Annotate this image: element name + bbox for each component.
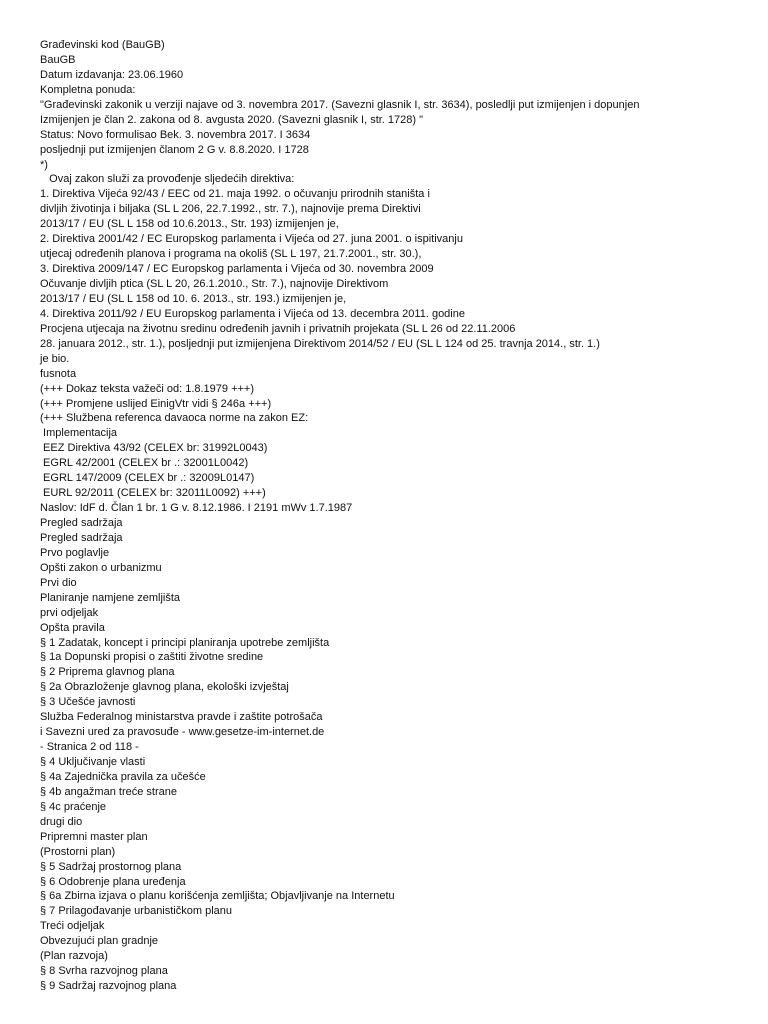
text-line: § 2a Obrazloženje glavnog plana, ekološki izvještaj xyxy=(40,681,289,694)
text-line: EGRL 42/2001 (CELEX br .: 32001L0042) xyxy=(40,457,249,470)
text-line: 2013/17 / EU (SL L 158 od 10.6.2013., Str. 193) izmijenjen je, xyxy=(40,218,339,231)
text-line: Pregled sadržaja xyxy=(40,517,123,529)
text-line: divljih životinja i biljaka (SL L 206, 22.7.1992., str. 7.), najnovije prema Direktivi xyxy=(40,203,421,216)
text-line: 2013/17 / EU (SL L 158 od 10. 6. 2013., str. 193.) izmijenjen je, xyxy=(40,292,347,305)
text-line: § 5 Sadržaj prostornog plana xyxy=(40,860,182,873)
text-line: Datum izdavanja: 23.06.1960 xyxy=(40,68,184,81)
text-line: Planiranje namjene zemljišta xyxy=(40,591,181,604)
text-line: 3. Direktiva 2009/147 / EC Europskog parlamenta i Vijeća od 30. novembra 2009 xyxy=(40,263,434,276)
text-line: posljednji put izmijenjen članom 2 G v. 8.8.2020. I 1728 xyxy=(40,143,309,156)
text-line: - Stranica 2 od 118 - xyxy=(40,741,139,754)
text-line: je bio. xyxy=(40,352,70,365)
text-line: EURL 92/2011 (CELEX br: 32011L0092) +++) xyxy=(40,487,266,500)
text-line: 1. Direktiva Vijeća 92/43 / EEC od 21. maja 1992. o očuvanju prirodnih staništa i xyxy=(40,188,430,201)
text-line: EGRL 147/2009 (CELEX br .: 32009L0147) xyxy=(40,472,255,485)
text-line: (Prostorni plan) xyxy=(40,845,116,858)
text-line: § 8 Svrha razvojnog plana xyxy=(40,965,168,978)
text-line: (+++ Promjene uslijed EinigVtr vidi § 246a +++) xyxy=(40,397,272,410)
text-line: Procjena utjecaja na životnu sredinu određenih javnih i privatnih projekata (SL L 26 od 22.11.2006 xyxy=(40,322,516,335)
text-line: Implementacija xyxy=(40,427,118,440)
text-line: Status: Novo formulisao Bek. 3. novembra 2017. I 3634 xyxy=(40,128,311,141)
text-line: Treći odjeljak xyxy=(40,920,105,933)
text-line: Izmijenjen je član 2. zakona od 8. avgusta 2020. (Savezni glasnik I, str. 1728) " xyxy=(40,113,424,126)
text-line: Očuvanje divljih ptica (SL L 20, 26.1.2010., Str. 7.), najnovije Direktivom xyxy=(40,278,389,290)
text-line: (+++ Dokaz teksta važeči od: 1.8.1979 +++) xyxy=(40,382,255,395)
text-line: Služba Federalnog ministarstva pravde i zaštite potrošača xyxy=(40,711,323,724)
text-line: 2. Direktiva 2001/42 / EC Europskog parlamenta i Vijeća od 27. juna 2001. o ispitivanju xyxy=(40,233,463,246)
text-line: § 4a Zajednička pravila za učešće xyxy=(40,770,206,783)
text-line: § 9 Sadržaj razvojnog plana xyxy=(40,980,177,993)
text-line: Pregled sadržaja xyxy=(40,531,123,544)
text-line: (+++ Službena referenca davaoca norme na zakon EZ: xyxy=(40,412,309,425)
text-line: Opšti zakon o urbanizmu xyxy=(40,561,162,574)
text-line: § 4 Uključivanje vlasti xyxy=(40,756,146,768)
text-line: § 6a Zbirna izjava o planu korišćenja zemljišta; Objavljivanje na Internetu xyxy=(40,890,395,903)
text-line: "Građevinski zakonik u verziji najave od 3. novembra 2017. (Savezni glasnik I, str. 3634), posledlji put izmijenjen i dopunjen xyxy=(40,98,640,111)
text-line: Pripremni master plan xyxy=(40,830,148,843)
text-line: § 6 Odobrenje plana uređenja xyxy=(40,875,186,888)
text-line: § 4c praćenje xyxy=(40,800,107,813)
text-line: § 2 Priprema glavnog plana xyxy=(40,666,175,679)
text-line: § 3 Učešće javnosti xyxy=(40,696,136,709)
text-line: Građevinski kod (BauGB) xyxy=(40,39,165,51)
text-line: Kompletna ponuda: xyxy=(40,83,136,96)
text-line: EEZ Direktiva 43/92 (CELEX br: 31992L0043) xyxy=(40,442,268,455)
text-line: 28. januara 2012., str. 1.), posljednji put izmijenjena Direktivom 2014/52 / EU (SL L 124 od 25. travnja 2014., str. 1.) xyxy=(40,337,600,350)
text-line: § 1 Zadatak, koncept i principi planiranja upotrebe zemljišta xyxy=(40,636,330,649)
text-line: BauGB xyxy=(40,53,76,66)
text-line: Prvi dio xyxy=(40,576,77,589)
text-line: Naslov: IdF d. Član 1 br. 1 G v. 8.12.1986. I 2191 mWv 1.7.1987 xyxy=(40,502,353,515)
text-line: Ovaj zakon služi za provođenje sljedećih direktiva: xyxy=(40,173,295,186)
text-line: § 4b angažman treće strane xyxy=(40,785,177,798)
text-line[interactable]: i Savezni ured za pravosuđe - www.gesetze-im-internet.de xyxy=(40,726,325,739)
text-line: § 1a Dopunski propisi o zaštiti životne sredine xyxy=(40,651,264,664)
text-line: (Plan razvoja) xyxy=(40,950,108,963)
text-line: 4. Direktiva 2011/92 / EU Europskog parlamenta i Vijeća od 13. decembra 2011. godine xyxy=(40,307,465,320)
text-line: § 7 Prilagođavanje urbanističkom planu xyxy=(40,905,233,918)
text-line: Opšta pravila xyxy=(40,621,105,634)
text-line: Prvo poglavlje xyxy=(40,546,110,559)
text-line: *) xyxy=(40,158,48,171)
text-line: Obvezujući plan gradnje xyxy=(40,935,159,948)
text-line: prvi odjeljak xyxy=(40,606,99,619)
text-line: fusnota xyxy=(40,367,77,380)
text-line: drugi dio xyxy=(40,815,83,828)
text-line: utjecaj određenih planova i programa na okoliš (SL L 197, 21.7.2001., str. 30.), xyxy=(40,248,422,261)
